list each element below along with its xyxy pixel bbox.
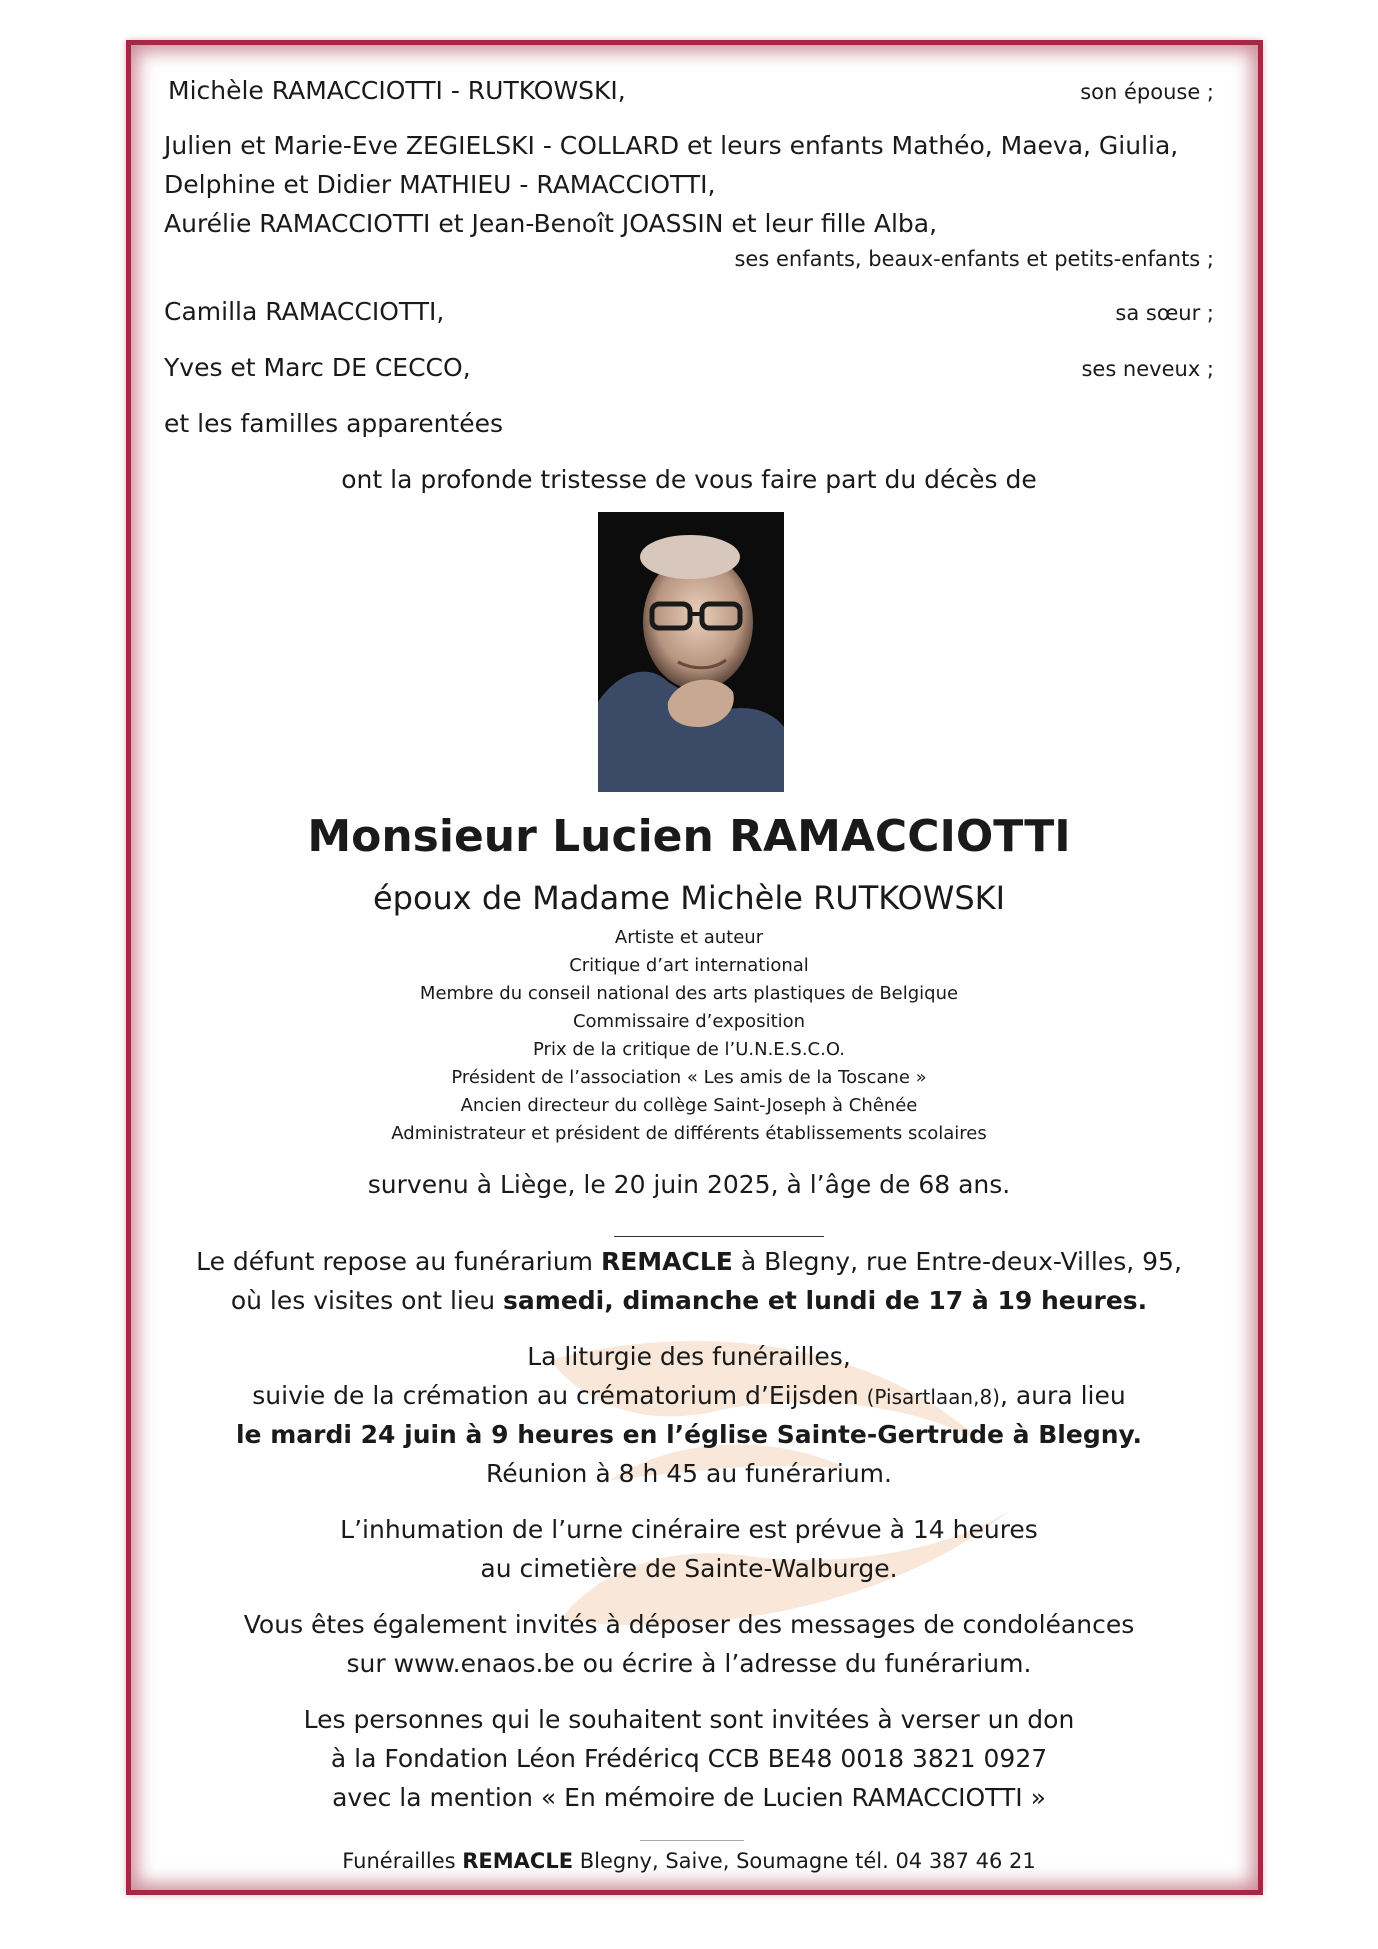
title-line: Prix de la critique de l’U.N.E.S.C.O.: [533, 1039, 845, 1060]
portrait-photo-icon: [598, 512, 784, 792]
sister-name: Camilla RAMACCIOTTI,: [164, 297, 445, 326]
deceased-spouse-line: époux de Madame Michèle RUTKOWSKI: [372, 879, 1006, 917]
deceased-portrait: [598, 512, 784, 792]
inhumation-line-2: au cimetière de Sainte-Walburge.: [480, 1554, 898, 1583]
liturgy-date: le mardi 24 juin à 9 heures en l’église Sainte-Gertrude à Blegny.: [235, 1420, 1143, 1449]
children-line-1: Julien et Marie-Eve ZEGIELSKI - COLLARD et leurs enfants Mathéo, Maeva, Giulia,: [164, 131, 1179, 160]
condolences-line-2: sur www.enaos.be ou écrire à l’adresse du funérarium.: [346, 1649, 1032, 1678]
death-line: survenu à Liège, le 20 juin 2025, à l’âge de 68 ans.: [367, 1170, 1011, 1199]
children-line-2: Delphine et Didier MATHIEU - RAMACCIOTTI,: [164, 170, 716, 199]
title-line: Artiste et auteur: [614, 927, 764, 948]
title-line: Membre du conseil national des arts plastiques de Belgique: [419, 983, 959, 1004]
sister-relation: sa sœur ;: [1115, 301, 1214, 325]
visits-line-2: où les visites ont lieu samedi, dimanche et lundi de 17 à 19 heures.: [230, 1286, 1148, 1315]
title-line: Président de l’association « Les amis de la Toscane »: [451, 1067, 927, 1088]
nephews-name: Yves et Marc DE CECCO,: [164, 353, 471, 382]
spouse-name: Michèle RAMACCIOTTI - RUTKOWSKI,: [168, 76, 626, 105]
inhumation-line-1: L’inhumation de l’urne cinéraire est prévue à 14 heures: [340, 1515, 1038, 1544]
title-line: Commissaire d’exposition: [572, 1011, 806, 1032]
announcement-line: ont la profonde tristesse de vous faire part du décès de: [341, 465, 1037, 494]
children-relation: ses enfants, beaux-enfants et petits-enfants ;: [734, 247, 1214, 271]
liturgy-line-1: La liturgie des funérailles,: [527, 1342, 851, 1371]
visits-line-1: Le défunt repose au funérarium REMACLE à Blegny, rue Entre-deux-Villes, 95,: [196, 1247, 1182, 1276]
related-families: et les familles apparentées: [164, 409, 504, 438]
section-divider: [614, 1236, 824, 1237]
footer-divider: [640, 1840, 744, 1841]
donation-line-2: à la Fondation Léon Frédéricq CCB BE48 0018 3821 0927: [330, 1744, 1048, 1773]
footer-company: REMACLE: [462, 1849, 574, 1873]
deceased-name: Monsieur Lucien RAMACCIOTTI: [307, 811, 1071, 862]
liturgy-line-2: suivie de la crémation au crématorium d’Eijsden (Pisartlaan,8), aura lieu: [252, 1381, 1126, 1410]
crematorium-address: (Pisartlaan,8): [866, 1385, 1000, 1409]
visit-hours: samedi, dimanche et lundi de 17 à 19 heures.: [503, 1286, 1148, 1315]
spouse-relation: son épouse ;: [1080, 80, 1214, 104]
title-line: Administrateur et président de différents établissements scolaires: [391, 1123, 987, 1144]
footer-line: Funérailles REMACLE Blegny, Saive, Soumagne tél. 04 387 46 21: [342, 1849, 1036, 1873]
nephews-relation: ses neveux ;: [1081, 357, 1214, 381]
title-line: Critique d’art international: [569, 955, 809, 976]
condolences-line-1: Vous êtes également invités à déposer des messages de condoléances: [243, 1610, 1135, 1639]
title-line: Ancien directeur du collège Saint-Joseph à Chênée: [460, 1095, 918, 1116]
children-line-3: Aurélie RAMACCIOTTI et Jean-Benoît JOASSIN et leur fille Alba,: [164, 209, 938, 238]
meeting-line: Réunion à 8 h 45 au funérarium.: [486, 1459, 892, 1488]
funeral-home-name: REMACLE: [600, 1247, 733, 1276]
donation-line-3: avec la mention « En mémoire de Lucien RAMACCIOTTI »: [332, 1783, 1046, 1812]
donation-line-1: Les personnes qui le souhaitent sont invitées à verser un don: [303, 1705, 1075, 1734]
